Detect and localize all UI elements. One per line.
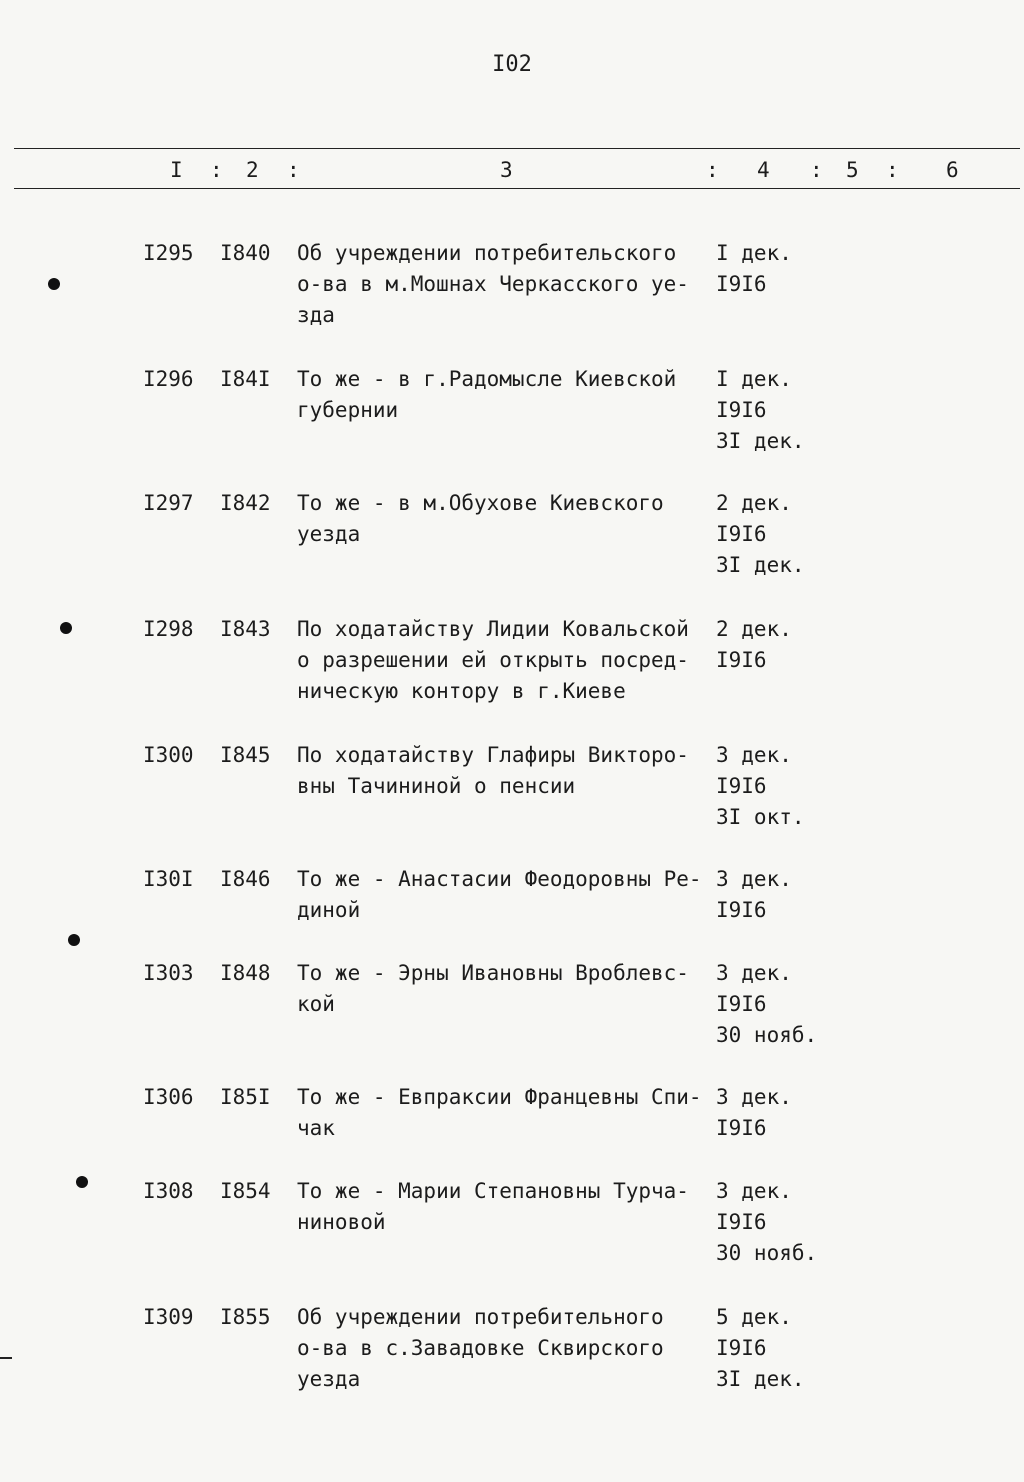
record-title-line: То же - Евпраксии Францевны Спи-: [297, 1085, 702, 1109]
file-number-line: I840: [220, 241, 271, 265]
record-number-line: I295: [143, 241, 194, 265]
record-dates-line: 3 дек.: [716, 1179, 792, 1203]
record-dates: [716, 1176, 826, 1269]
file-number-line: I842: [220, 491, 271, 515]
record-title-line: По ходатайству Лидии Ковальской: [297, 617, 689, 641]
record-dates-line: I9I6: [716, 1336, 767, 1360]
header-col-5: 5: [846, 158, 859, 182]
file-number: [220, 958, 271, 989]
record-title-line: То же - в м.Обухове Киевского: [297, 491, 664, 515]
record-title-line: о-ва в м.Мошнах Черкасского уе-: [297, 272, 689, 296]
record-title: [297, 488, 707, 550]
record-title-line: ническую контору в г.Киеве: [297, 679, 626, 703]
record-dates-line: 30 нояб.: [716, 1023, 818, 1047]
record-dates: [716, 1082, 826, 1144]
record-title: [297, 740, 707, 802]
record-number: [143, 1302, 194, 1333]
page-number: I02: [492, 52, 532, 77]
header-col-2: 2: [246, 158, 259, 182]
record-dates-line: I9I6: [716, 774, 767, 798]
punch-hole-mark: [68, 934, 80, 946]
record-title: [297, 364, 707, 426]
record-number: [143, 1082, 194, 1113]
record-dates-line: I9I6: [716, 648, 767, 672]
header-separator: :: [287, 158, 300, 182]
record-title-line: Об учреждении потребительного: [297, 1305, 664, 1329]
record-title-line: вны Тачининой о пенсии: [297, 774, 576, 798]
record-dates: [716, 958, 826, 1051]
record-title: [297, 1082, 707, 1144]
record-title: [297, 864, 707, 926]
record-dates-line: 5 дек.: [716, 1305, 792, 1329]
record-title-line: То же - Марии Степановны Турча-: [297, 1179, 689, 1203]
record-title-line: уезда: [297, 1367, 361, 1391]
file-number: [220, 1082, 271, 1113]
header-col-3: 3: [500, 158, 513, 182]
punch-hole-mark: [76, 1176, 88, 1188]
file-number-line: I854: [220, 1179, 271, 1203]
record-title-line: кой: [297, 992, 335, 1016]
record-number-line: I297: [143, 491, 194, 515]
record-number-line: I298: [143, 617, 194, 641]
record-dates-line: 2 дек.: [716, 491, 792, 515]
record-dates-line: 30 нояб.: [716, 1241, 818, 1265]
record-dates-line: I9I6: [716, 398, 767, 422]
record-dates-line: 3 дек.: [716, 867, 792, 891]
margin-tick-mark: [0, 1357, 12, 1359]
header-separator: :: [886, 158, 899, 182]
record-title-line: Об учреждении потребительского: [297, 241, 677, 265]
punch-hole-mark: [48, 278, 60, 290]
header-separator: :: [706, 158, 719, 182]
record-number-line: I308: [143, 1179, 194, 1203]
record-dates-line: I9I6: [716, 522, 767, 546]
file-number-line: I855: [220, 1305, 271, 1329]
file-number: [220, 740, 271, 771]
file-number-line: I846: [220, 867, 271, 891]
record-number-line: I309: [143, 1305, 194, 1329]
record-dates-line: 2 дек.: [716, 617, 792, 641]
record-title: [297, 958, 707, 1020]
record-number: [143, 864, 194, 895]
record-dates-line: I дек.: [716, 241, 792, 265]
record-dates: [716, 488, 826, 581]
file-number-line: I843: [220, 617, 271, 641]
record-title-line: о разрешении ей открыть посред-: [297, 648, 689, 672]
record-number: [143, 488, 194, 519]
header-top-rule: [14, 148, 1020, 149]
file-number: [220, 614, 271, 645]
record-dates-line: 3 дек.: [716, 1085, 792, 1109]
record-title-line: губернии: [297, 398, 399, 422]
header-col-1: I: [170, 158, 183, 182]
header-separator: :: [810, 158, 823, 182]
record-number: [143, 238, 194, 269]
record-number: [143, 1176, 194, 1207]
record-dates: [716, 238, 826, 300]
punch-hole-mark: [60, 622, 72, 634]
file-number: [220, 1302, 271, 1333]
record-title-line: о-ва в с.Завадовке Сквирского: [297, 1336, 664, 1360]
file-number-line: I848: [220, 961, 271, 985]
record-dates-line: I9I6: [716, 272, 767, 296]
record-title: [297, 1176, 707, 1238]
file-number: [220, 364, 271, 395]
record-dates: [716, 1302, 826, 1395]
record-dates-line: 3I дек.: [716, 429, 805, 453]
record-number: [143, 614, 194, 645]
record-dates-line: I9I6: [716, 1116, 767, 1140]
file-number-line: I84I: [220, 367, 271, 391]
record-dates-line: 3I окт.: [716, 805, 805, 829]
record-number-line: I30I: [143, 867, 194, 891]
header-col-4: 4: [757, 158, 770, 182]
header-col-6: 6: [946, 158, 959, 182]
record-dates: [716, 864, 826, 926]
record-number: [143, 364, 194, 395]
record-dates-line: 3I дек.: [716, 1367, 805, 1391]
record-number: [143, 740, 194, 771]
record-title-line: То же - Эрны Ивановны Вроблевс-: [297, 961, 689, 985]
record-dates-line: I9I6: [716, 898, 767, 922]
record-dates-line: I дек.: [716, 367, 792, 391]
file-number: [220, 238, 271, 269]
record-number-line: I300: [143, 743, 194, 767]
record-number-line: I303: [143, 961, 194, 985]
record-title-line: уезда: [297, 522, 361, 546]
record-dates-line: 3 дек.: [716, 961, 792, 985]
file-number: [220, 488, 271, 519]
record-title: [297, 1302, 707, 1395]
record-dates-line: 3I дек.: [716, 553, 805, 577]
record-title-line: чак: [297, 1116, 335, 1140]
record-dates: [716, 364, 826, 457]
record-dates-line: I9I6: [716, 992, 767, 1016]
record-dates: [716, 740, 826, 833]
header-bottom-rule: [14, 188, 1020, 189]
record-title: [297, 238, 707, 331]
file-number: [220, 1176, 271, 1207]
file-number-line: I845: [220, 743, 271, 767]
record-number-line: I296: [143, 367, 194, 391]
record-number: [143, 958, 194, 989]
record-number-line: I306: [143, 1085, 194, 1109]
file-number: [220, 864, 271, 895]
record-title-line: По ходатайству Глафиры Викторо-: [297, 743, 689, 767]
record-title-line: зда: [297, 303, 335, 327]
record-title: [297, 614, 707, 707]
record-title-line: То же - в г.Радомысле Киевской: [297, 367, 677, 391]
record-dates-line: 3 дек.: [716, 743, 792, 767]
record-title-line: ниновой: [297, 1210, 386, 1234]
record-dates-line: I9I6: [716, 1210, 767, 1234]
header-separator: :: [210, 158, 223, 182]
record-title-line: То же - Анастасии Феодоровны Ре-: [297, 867, 702, 891]
record-title-line: диной: [297, 898, 361, 922]
file-number-line: I85I: [220, 1085, 271, 1109]
record-dates: [716, 614, 826, 676]
